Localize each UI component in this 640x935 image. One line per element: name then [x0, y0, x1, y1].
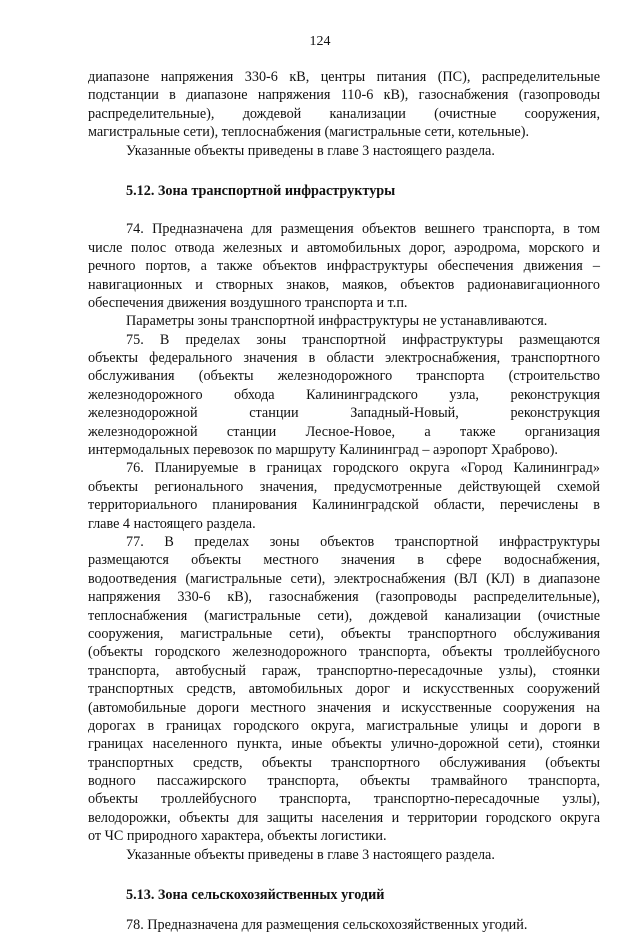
text-line: магистральные сети), теплоснабжения (магистральные сети, котельные).: [88, 124, 530, 141]
text-line: Указанные объекты приведены в главе 3 настоящего раздела.: [126, 846, 495, 863]
text-line: железнодорожной станции Лесное-Новое, а также организация: [88, 423, 600, 440]
text-line: 74. Предназначена для размещения объектов вешнего транспорта, в том: [126, 221, 600, 238]
text-line: теплоснабжения (магистральные сети), дождевой канализации (очистные: [88, 607, 600, 624]
text-line: транспортных средств, автомобильных дорог и искусственных сооружений: [88, 681, 600, 698]
text-line: Параметры зоны транспортной инфраструктуры не устанавливаются.: [126, 313, 548, 330]
paragraph-77: [88, 533, 600, 846]
text-line: велодорожки, объекты для защиты населения и территории городского округа: [88, 809, 600, 826]
page-number: 124: [309, 34, 331, 49]
paragraph-76: [88, 459, 600, 533]
text-line: 75. В пределах зоны транспортной инфраструктуры размещаются: [126, 331, 600, 348]
text-line: объекты регионального значения, предусмотренные действующей схемой: [88, 478, 600, 495]
text-line: 77. В пределах зоны объектов транспортной инфраструктуры: [126, 533, 600, 550]
paragraph-params: [88, 312, 600, 330]
text-line: железнодорожного обхода Калининградского узла, реконструкция: [88, 386, 600, 403]
text-line: подстанции в диапазоне напряжения 110-6 кВ), газоснабжения (газопроводы: [88, 87, 600, 104]
text-line: сооружения, магистральные сети), объекты транспортного обслуживания: [88, 625, 600, 642]
text-line: территориального планирования Калининградской области, перечислены в: [88, 497, 600, 514]
text-line: речного портов, а также объектов инфраструктуры обеспечения движения –: [88, 258, 600, 275]
paragraph-77-reference: [88, 846, 600, 864]
text-line: транспортных средств, объекты транспортного обслуживания (объекты: [88, 754, 600, 771]
text-line: от ЧС природного характера, объекты логистики.: [88, 828, 387, 845]
text-line: 78. Предназначена для размещения сельскохозяйственных угодий.: [126, 917, 528, 934]
text-line: обслуживания (объекты железнодорожного транспорта (строительство: [88, 368, 600, 385]
text-line: главе 4 настоящего раздела.: [88, 515, 256, 532]
text-line: диапазоне напряжения 330-6 кВ, центры питания (ПС), распределительные: [88, 69, 600, 85]
text-line: интермодальных перевозок по маршруту Калининград – аэропорт Храброво).: [88, 442, 558, 459]
section-heading-5-13: 5.13. Зона сельскохозяйственных угодий: [126, 887, 385, 904]
text-line: транспорта, автобусный гараж, транспортно-пересадочные узлы), стоянки: [88, 662, 600, 679]
text-line: железнодорожной станции Западный-Новый, реконструкция: [88, 405, 600, 422]
text-line: (объекты городского железнодорожного транспорта, объекты троллейбусного: [88, 644, 600, 661]
text-line: водоотведения (магистральные сети), электроснабжения (ВЛ (КЛ) в диапазоне: [88, 570, 600, 587]
paragraph-74: [88, 220, 600, 312]
text-line: распределительные), дождевой канализации (очистные сооружения,: [88, 105, 600, 122]
text-line: навигационных и створных знаков, маяков, объектов радионавигационного: [88, 276, 600, 293]
text-line: Указанные объекты приведены в главе 3 настоящего раздела.: [126, 142, 495, 159]
text-line: водного пассажирского транспорта, объекты трамвайного транспорта,: [88, 773, 600, 790]
text-line: (автомобильные дороги местного значения и искусственные сооружения на: [88, 699, 600, 716]
text-line: размещаются объекты местного значения в сфере водоснабжения,: [88, 552, 600, 569]
text-line: объекты федерального значения в области электроснабжения, транспортного: [88, 350, 600, 367]
text-line: обеспечения движения воздушного транспорта и т.п.: [88, 294, 408, 311]
section-heading-5-12: 5.12. Зона транспортной инфраструктуры: [126, 182, 396, 199]
text-line: границах населенного пункта, иные объекты улично-дорожной сети), стоянки: [88, 736, 600, 753]
paragraph-75: [88, 331, 600, 460]
text-line: 76. Планируемые в границах городского округа «Город Калининград»: [126, 460, 600, 477]
paragraph-78: [88, 916, 600, 934]
paragraph-intro-reference: [88, 142, 600, 160]
document-body: [88, 68, 600, 935]
paragraph-intro: [88, 68, 600, 142]
text-line: дорогах в границах городского округа, магистральные улицы и дороги в: [88, 717, 600, 734]
text-line: напряжения 330-6 кВ), газоснабжения (газопроводы распределительные),: [88, 589, 600, 606]
text-line: числе полос отвода железных и автомобильных дорог, аэродрома, морского и: [88, 239, 600, 256]
text-line: объекты троллейбусного транспорта, транспортно-пересадочные узлы),: [88, 791, 600, 808]
